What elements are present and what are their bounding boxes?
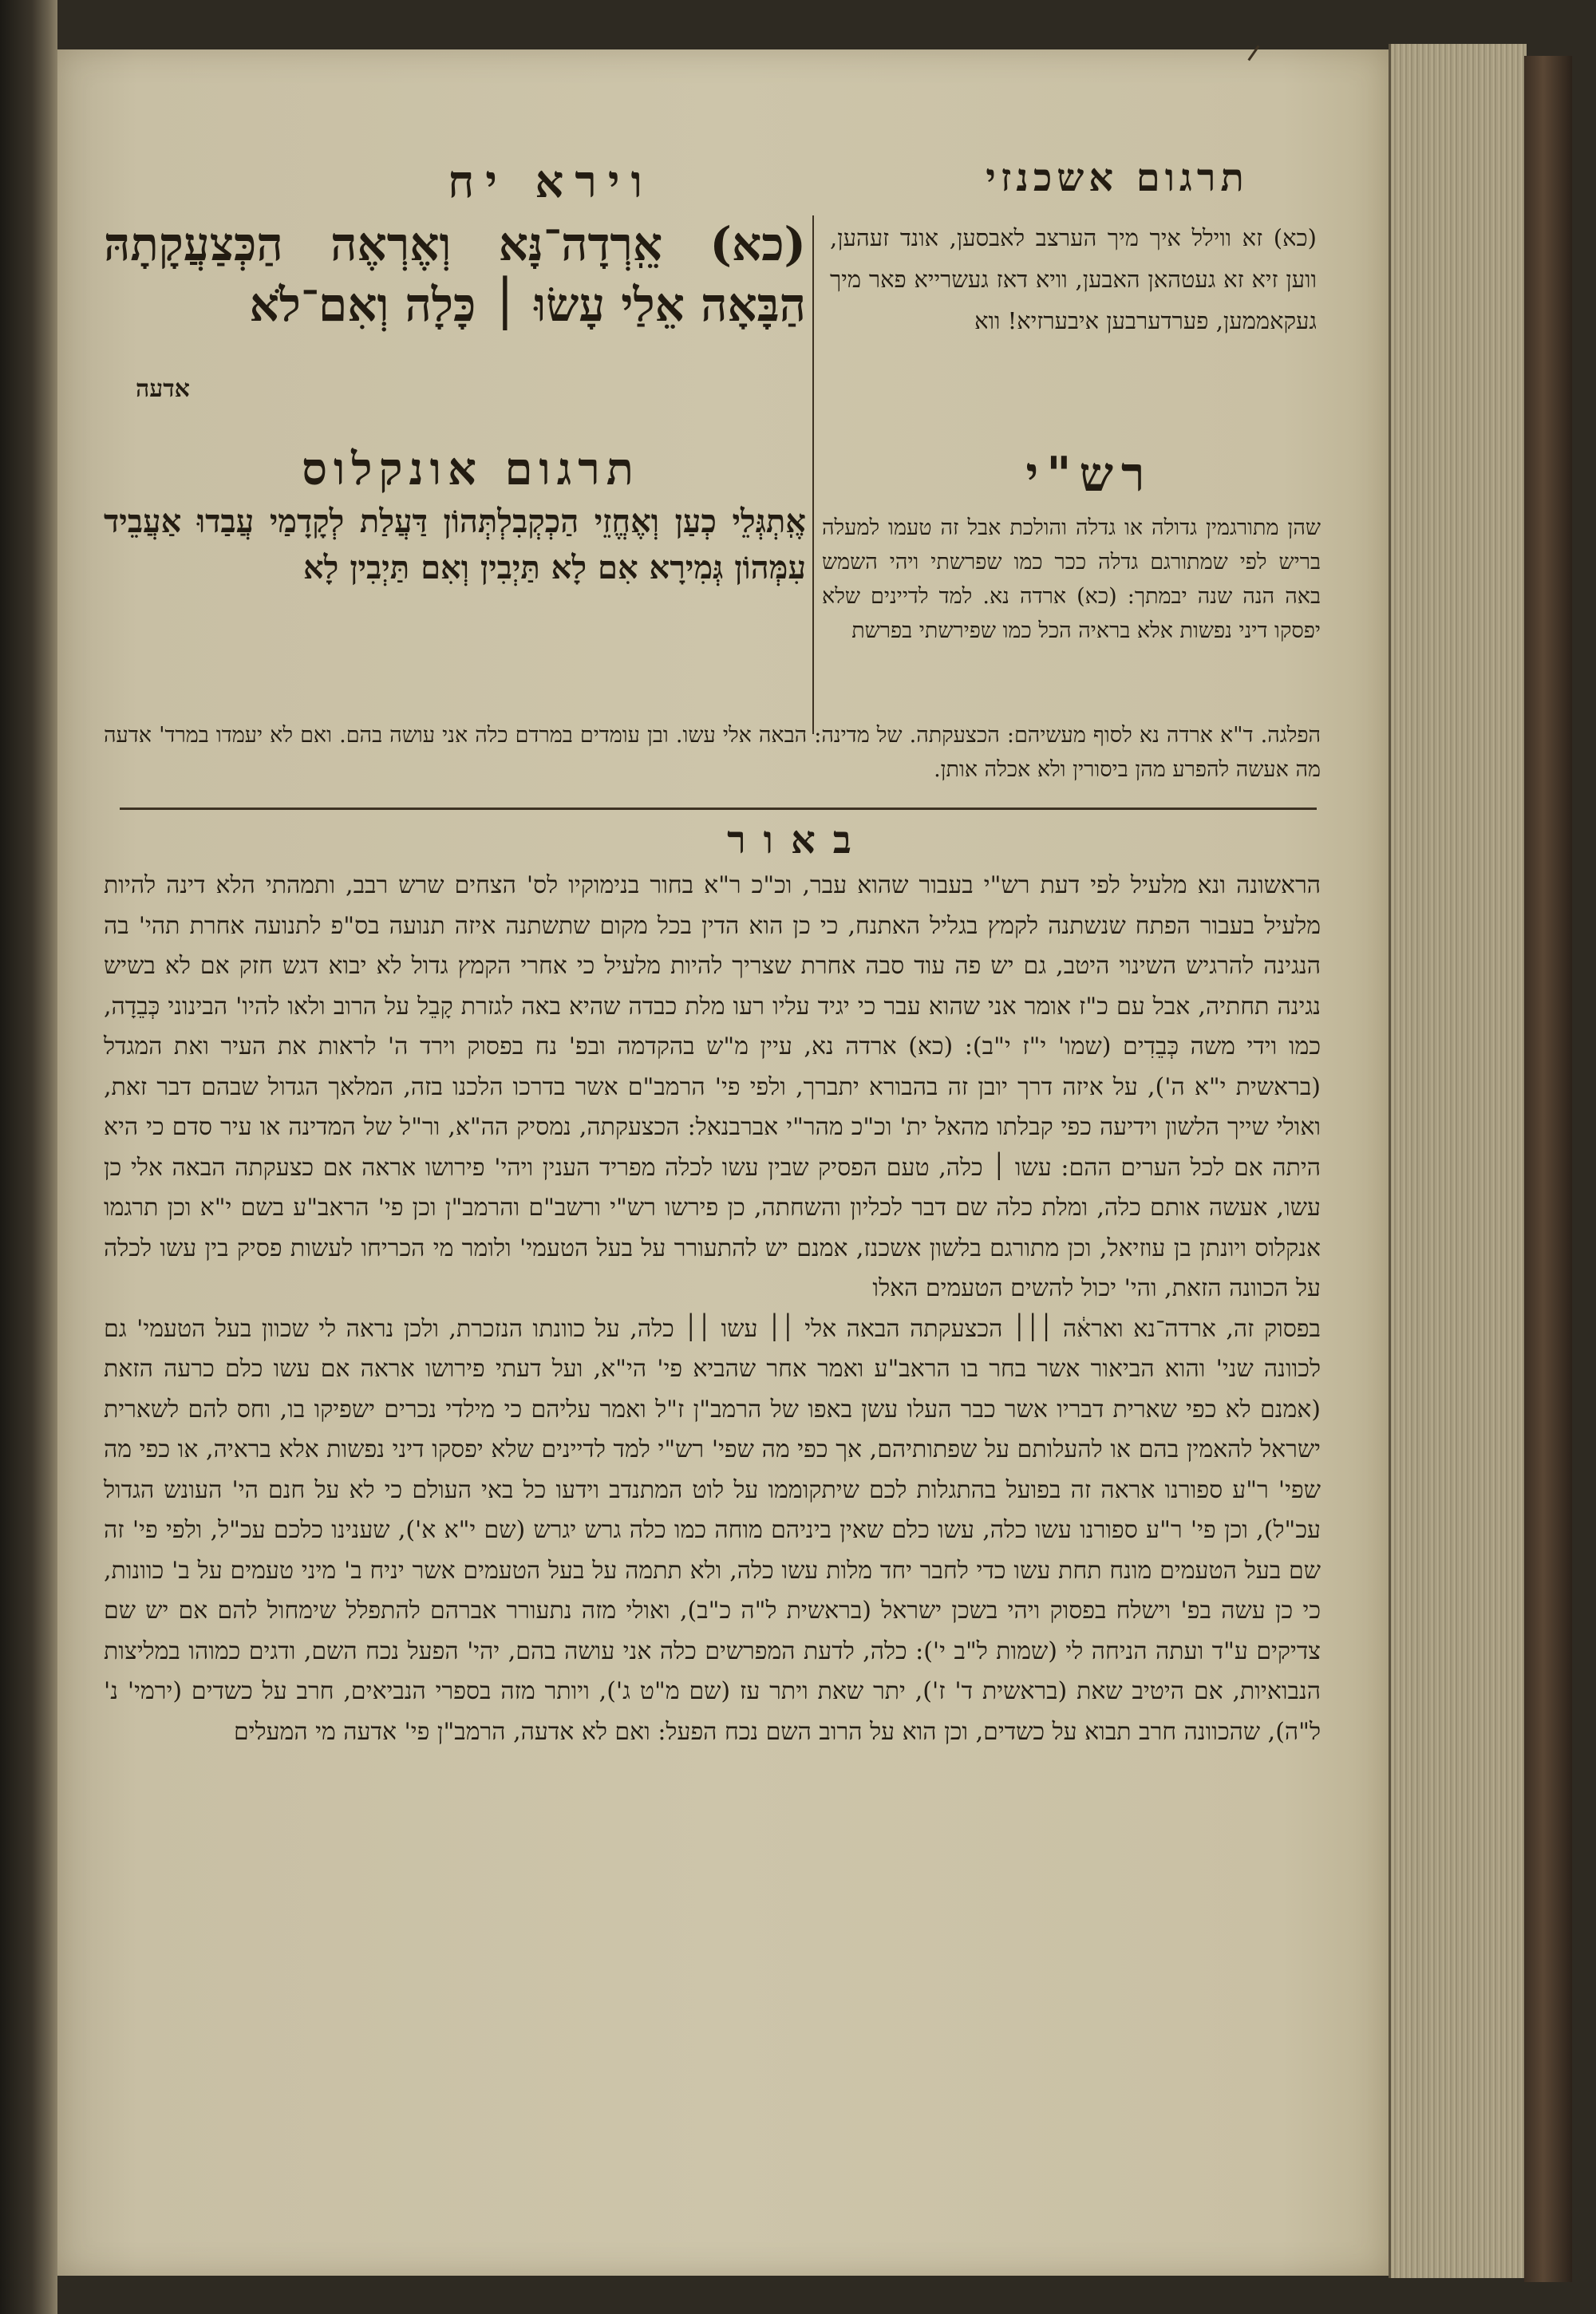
section-divider (120, 808, 1317, 810)
column-divider (812, 215, 814, 734)
yiddish-translation: (כא) זא ווילל איך מיך הערצב לאבסען, אונד זעהען, ווען זיא זא געטהאן האבען, וויא דאז געשרייא פאר מיך געקאממען, פערדערבען איבערזיא! ווא (830, 224, 1317, 334)
book-binding-left (0, 0, 57, 2314)
biur-paragraph: הראשונה ונא מלעיל לפי דעת רש"י בעבור שהוא עבר, וכ"כ ר"א בחור בנימוקיו לס' הצחים שרש רבב, ותמהתי הלא דינה להיות מלעיל בעבור הפתח שנשתנה לקמץ בגליל האתנח, כי כן הוא הדין בכל מקום שתשתנה איזה תנועה בס"פ לתנועה אחרת תהי' בה הנגינה להרגיש השינוי היטב, גם יש פה עוד סבה אחרת שצריך להיות מלעיל כי אחרי הקמץ גדול לא יבוא דגש חזק אם לא בשיש נגינה תחתיה, אבל עם כ"ז אומר אני שהוא עבר כי יגיד עליו רעו מלת כבדה שהיא באה לגזרת קָבֵל על הרוב ולאו להיו' הבינוני כְּבֵדָה, כמו וידי משה כְּבֵדִים (שמו' י"ז י"ב): (כא) ארדה נא, עיין מ"ש בהקדמה ובפ' נח בפסוק וירד ה' לראות את העיר ואת המגדל (בראשית י"א ה'), על איזה דרך יובן זה בהבורא יתברך, ולפי פי' הרמב"ם אשר בדרכו הלכנו בזה, המלאך הגדול שבהם דבר זאת, ואולי שייך הלשון וידיעה כפי קבלתו מהאל ית' וכ"כ מהר"י אברבנאל: הכצעקתה, נמסיק הה"א, ור"ל של המדינה או עיר סדם כי היא היתה אם לכל הערים ההם: עשו ׀ כלה, טעם הפסיק שבין עשו לכלה מפריד הענין ויהי' פירושו אראה אם כצעקתה הבאה אלי כן עשו, אעשה אותם כלה, ומלת כלה שם דבר לכליון והשחתה, כן פירשו רש"י ורשב"ם והרמב"ן וכן פי' הראב"ע בשם י"א וכן תרגמו אנקלוס ויונתן בן עוזיאל, וכן מתורגם בלשון אשכנז, אמנם יש להתעורר על בעל הטעמי' ולומר מי הכריחו לעשות פסיק בין עשו לכלה על הכוונה הזאת, והי' יכול להשים הטעמים האלו (104, 871, 1321, 1302)
running-title-right: תרגום אשכנזי (986, 156, 1249, 200)
onkelos-heading: תרגום אונקלוס (302, 443, 640, 496)
biur-heading: באור (727, 818, 869, 863)
rashi-continuation: הפלגה. ד"א ארדה נא לסוף מעשיהם: הכצעקתה. של מדינה: הבאה אלי עשו. ובן עומדים במרדם כלה אני עושה בהם. ואם לא יעמדו במרד' אדעה מה אעשה להפרע מהן ביסורין ולא אכלה אותן. (104, 723, 1321, 782)
book-fore-edge (1389, 44, 1527, 2278)
rashi-heading: רש"י (1025, 447, 1153, 503)
ketiv-note: אדעה (136, 375, 190, 403)
torah-verse: (כא) אֵֽרְדָה־נָּא וְאֶרְאֶה הַכְּצַעֲקָתָהּ הַבָּאָה אֵלַי עָשׂוּ ׀ כָּלָה וְאִם־לֹא (104, 217, 806, 332)
onkelos-text: אֶֽתְגְּלֵי כְעַן וְאֶחֱזֵי הַכְקְבִלְתְּהוֹן דַּעֲלַת לְקָדָמַי עֲבַדוּ אַעֲבֵיד עִמְּהוֹן גְּמִירָא אִם לָא תַּיְבִין וְאִם תַּיְבִין לָא (104, 503, 806, 586)
running-title-left: וירא יח (448, 156, 654, 208)
biur-paragraph: בפסוק זה, ארדה־נא וארא֔ה ׀׀׀ הכצעקתה הבאה אלי ׀׀ עשו ׀׀ כלה, על כוונתו הנזכרת, ולכן נראה לי שכוון בעל הטעמי' גם לכוונה שני' והוא הביאור אשר בחר בו הראב"ע ואמר אחר שהביא פי' הי"א, ועל דעתי פירושו אראה אם עשו כלם כרעה הזאת (אמנם לא כפי שארית דבריו אשר כבר העלו עשן באפו של הרמב"ן ז"ל ואמר עליהם כי מילדי נכרים ישפיקו בו, וחס להם לשארית ישראל להאמין בהם או להעלותם על שפתותיהם, אך כפי מה שפי' רש"י למד לדיינים שלא יפסקו דיני נפשות אלא בראיה, או כפי מה שפי' ר"ע ספורנו אראה זה בפועל בהתגלות לכם שיתקוממו על לוט המתנדב וידעו כל באי העולם כי לא על חנם הי' העונש הגדול עכ"ל), וכן פי' ר"ע ספורנו עשו כלה, עשו כלם שאין ביניהם מוחה כמו כלה גרש יגרש (שם י"א א'), שענינו כלכם עכ"ל, ולפי פי' זה שם בעל הטעמים מונח תחת עשו כדי לחבר יחד מלות עשו כלה, ולא תתמה על בעל הטעמים אשר יניח ב' מיני טעמים על ב' כוונות, כי כן עשה בפ' וישלח בפסוק ויהי בשכן ישראל (בראשית ל"ה כ"ב), ואולי מזה נתעורר אברהם להתפלל שימחול להם אם יש שם צדיקים ע"ד ועתה הניחה לי (שמות ל"ב י'): כלה, לדעת המפרשים כלה אני עושה בהם, יהי' הפעל נכח השם, ודגים כמוהו במליצות הנבואיות, אם היטיב שאת (בראשית ד' ז'), יתר שאת ויתר עז (שם מ"ט ג'), ויותר מזה בספרי הנביאים, חרב על כשדים (ירמי' נ' ל"ה), שהכוונה חרב תבוא על כשדים, וכן הוא על הרוב השם נכח הפעל: ואם לא אדעה, הרמב"ן פי' אדעה מי המעלים (104, 1314, 1321, 1746)
book-cover-edge (1524, 56, 1572, 2282)
rashi-text: שהן מתורגמין גדולה או גדלה והולכת אבל זה טעמו למעלה בריש לפי שמתורגם גדלה ככר כמו שפרשתי ויהי השמש באה הנה שנה יבמתך: (כא) ארדה נא. למד לדיינים שלא יפסקו דיני נפשות אלא בראיה הכל כמו שפירשתי בפרשת (822, 515, 1321, 643)
biur-commentary (104, 866, 1321, 1752)
